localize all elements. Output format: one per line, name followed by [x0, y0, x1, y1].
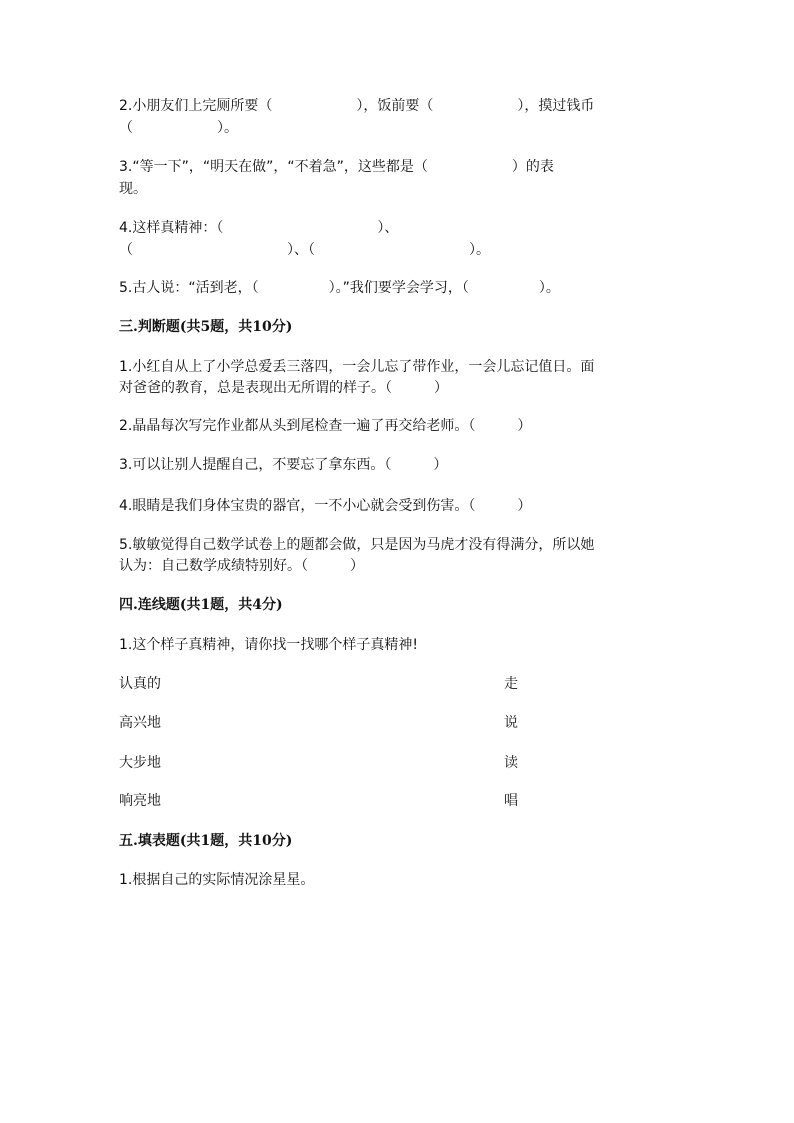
q3-line-1: 3.“等一下”，“明天在做”，“不着急”，这些都是（ ）的表 [119, 159, 554, 175]
match-right-item: 唱 [504, 793, 518, 809]
s3-q4: 4.眼睛是我们身体宝贵的器官，一不小心就会受到伤害。（ ） [119, 498, 532, 514]
match-left-item: 大步地 [119, 755, 161, 771]
q2-line-2: （ ）。 [119, 120, 238, 136]
match-right-item: 说 [504, 715, 518, 731]
s3-q5-line-1: 5.敏敏觉得自己数学试卷上的题都会做，只是因为马虎才没有得满分，所以她 [119, 537, 595, 553]
s3-q3: 3.可以让别人提醒自己，不要忘了拿东西。（ ） [119, 457, 448, 473]
q5-line-1: 5.古人说：“活到老，（ ）。”我们要学会学习，（ ）。 [119, 280, 560, 296]
s3-q2: 2.晶晶每次写完作业都从头到尾检查一遍了再交给老师。（ ） [119, 418, 532, 434]
s4-q1: 1.这个样子真精神，请你找一找哪个样子真精神! [119, 637, 418, 653]
match-left-item: 响亮地 [119, 793, 161, 809]
q3-line-2: 现。 [119, 181, 147, 197]
section4-heading: 四.连线题(共1题，共4分) [119, 597, 283, 613]
section5-heading: 五.填表题(共1题，共10分) [119, 833, 293, 849]
match-right-item: 走 [504, 676, 518, 692]
q4-line-2: （ ）、（ ）。 [119, 242, 490, 258]
s3-q5-line-2: 认为：自己数学成绩特别好。（ ） [119, 558, 364, 574]
match-right-item: 读 [504, 755, 518, 771]
match-left-item: 认真的 [119, 676, 161, 692]
s3-q1-line-2: 对爸爸的教育，总是表现出无所谓的样子。（ ） [119, 380, 448, 396]
s3-q1-line-1: 1.小红自从上了小学总爱丢三落四，一会儿忘了带作业，一会儿忘记值日。面 [119, 359, 595, 375]
section3-heading: 三.判断题(共5题，共10分) [119, 319, 293, 335]
q4-line-1: 4.这样真精神：（ ）、 [119, 220, 399, 236]
match-left-item: 高兴地 [119, 715, 161, 731]
q2-line-1: 2.小朋友们上完厕所要（ ），饭前要（ ），摸过钱币 [119, 98, 595, 114]
s5-q1: 1.根据自己的实际情况涂星星。 [119, 872, 315, 888]
